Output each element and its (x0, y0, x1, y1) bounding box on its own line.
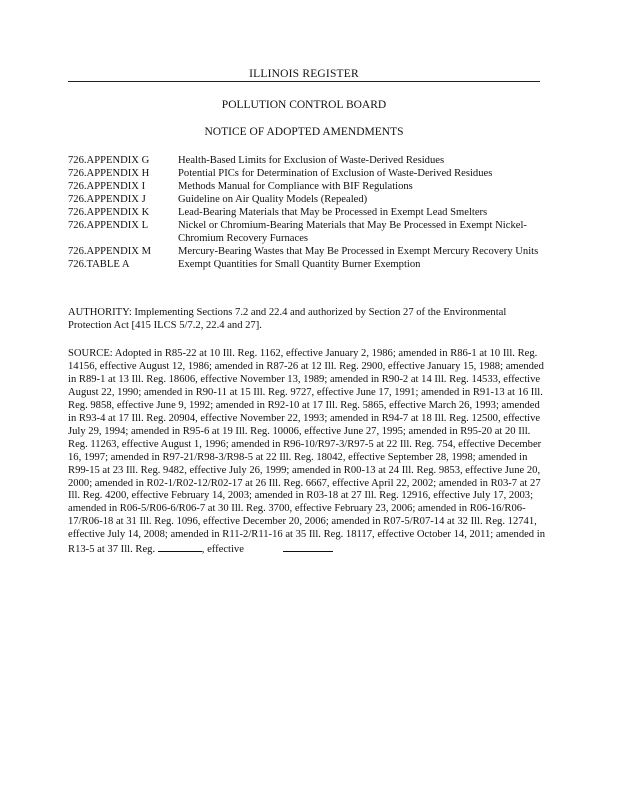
appendix-id: 726.APPENDIX I (68, 181, 146, 192)
appendix-id: 726.APPENDIX G (68, 155, 150, 166)
appendix-id: 726.APPENDIX H (68, 168, 150, 179)
source-text: SOURCE: Adopted in R85-22 at 10 Ill. Reg. 1162, effective January 2, 1986; amended in R86-1 at 10 Ill. Reg. 14156, effective August 12, 1986; amended in R87-26 at 12 Ill. Reg. 2900, effective January 15, 1988; amended in R89-1 at 13 Ill. Reg. 18606, effective November 13, 1989; amended in R90-2 at 14 Ill. Reg. 14533, effective August 22, 1990; amended in R90-11 at 15 Ill. Reg. 9727, effective June 17, 1991; amended in R91-13 at 16 Ill. Reg. 9858, effective June 9, 1992; amended in R92-10 at 17 Ill. Reg. 5865, effective March 26, 1993; amended in R93-4 at 17 Ill. Reg. 20904, effective November 22, 1993; amended in R94-7 at 18 Ill. Reg. 12500, effective July 29, 1994; amended in R95-6 at 19 Ill. Reg. 10006, effective June 27, 1995; amended in R95-20 at 20 Ill. Reg. 11263, effective August 1, 1996; amended in R96-10/R97-3/R97-5 at 22 Ill. Reg. 754, effective December 16, 1997; amended in R97-21/R98-3/R98-5 at 22 Ill. Reg. 18042, effective September 28, 1998; amended in R99-15 at 23 Ill. Reg. 9482, effective July 26, 1999; amended in R00-13 at 24 Ill. Reg. 9853, effective June 20, 2000; amended in R02-1/R02-12/R02-17 at 26 Ill. Reg. 6667, effective April 22, 2002; amended in R03-7 at 27 Ill. Reg. 4200, effective February 14, 2003; amended in R03-18 at 27 Ill. Reg. 12916, effective July 17, 2003; amended in R06-5/R06-6/R06-7 at 30 Ill. Reg. 3700, effective February 23, 2006; amended in R06-16/R06-17/R06-18 at 31 Ill. Reg. 1096, effective December 20, 2006; amended in R07-5/R07-14 at 32 Ill. Reg. 12741, effective July 14, 2008; amended in R11-2/R11-16 at 35 Ill. Reg. 18117, effective October 14, 2011; amended in R13-5 at 37 Ill. (68, 348, 545, 556)
appendix-row (68, 193, 548, 206)
appendix-id: 726.APPENDIX L (68, 220, 149, 231)
header-rule (68, 81, 540, 82)
effective-blank-line (283, 542, 333, 552)
reg-blank-line (158, 542, 202, 552)
appendix-row (68, 258, 548, 271)
appendix-description: Exempt Quantities for Small Quantity Burner Exemption (178, 259, 421, 270)
effective-label: , effective (201, 544, 247, 556)
appendix-row (68, 206, 548, 219)
appendix-description: Potential PICs for Determination of Exclusion of Waste-Derived Residues (178, 168, 493, 179)
appendix-id: 726.APPENDIX M (68, 246, 151, 257)
register-title: ILLINOIS REGISTER (249, 68, 359, 80)
appendix-row (68, 245, 548, 258)
appendix-id: 726.TABLE A (68, 259, 130, 270)
board-title: POLLUTION CONTROL BOARD (221, 99, 387, 111)
appendix-list (68, 154, 548, 271)
appendix-description: Methods Manual for Compliance with BIF Regulations (178, 181, 413, 192)
appendix-description: Health-Based Limits for Exclusion of Waste-Derived Residues (178, 155, 445, 166)
authority-paragraph: AUTHORITY: Implementing Sections 7.2 and 22.4 and authorized by Section 27 of the Environmental Protection Act [415 ILCS 5/7.2, 22.4 and 27]. (68, 307, 507, 331)
reg-label: Reg. (135, 544, 158, 556)
appendix-row (68, 154, 548, 167)
appendix-id: 726.APPENDIX K (68, 207, 150, 218)
appendix-row (68, 219, 548, 245)
appendix-id: 726.APPENDIX J (68, 194, 146, 205)
appendix-row (68, 167, 548, 180)
appendix-description: Lead-Bearing Materials that May be Processed in Exempt Lead Smelters (178, 207, 488, 218)
source-paragraph (68, 348, 550, 557)
appendix-description: Mercury-Bearing Wastes that May Be Processed in Exempt Mercury Recovery Units (178, 246, 539, 257)
appendix-row (68, 180, 548, 193)
appendix-description: Guideline on Air Quality Models (Repealed) (178, 194, 368, 205)
notice-title: NOTICE OF ADOPTED AMENDMENTS (204, 126, 404, 138)
appendix-description: Nickel or Chromium-Bearing Materials that May Be Processed in Exempt Nickel-Chromium Recovery Furnaces (178, 220, 527, 244)
